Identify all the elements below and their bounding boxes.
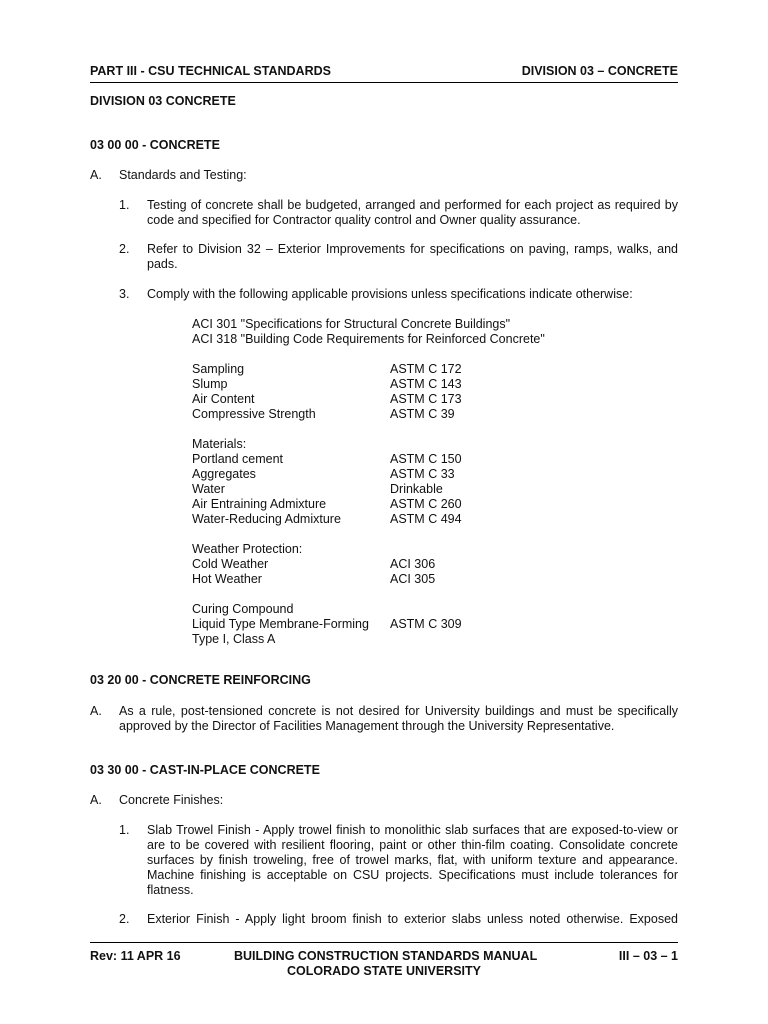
paragraph: Comply with the following applicable provisions unless specifications indicate otherwise: (147, 287, 633, 301)
spec-ref: ASTM C 173 (390, 392, 462, 406)
manual-title: BUILDING CONSTRUCTION STANDARDS MANUAL (234, 949, 538, 963)
spec-name: Hot Weather (192, 572, 262, 586)
item-number: 2. (119, 242, 130, 256)
spec-ref: ASTM C 39 (390, 407, 455, 421)
division-title: DIVISION 03 CONCRETE (90, 94, 236, 108)
paragraph: Testing of concrete shall be budgeted, arranged and performed for each project as required by code and specified for Contractor quality control and Owner quality assurance. (147, 198, 678, 227)
item-label: A. (90, 793, 102, 807)
spec-row (192, 452, 545, 467)
spec-row (192, 497, 545, 512)
standards-list (192, 317, 545, 647)
group-label: Materials: (192, 437, 247, 451)
spec-row (192, 512, 545, 527)
spec-name: Cold Weather (192, 557, 269, 571)
paragraph: As a rule, post-tensioned concrete is not desired for University buildings and must be specifically approved by the Director of Facilities Management through the University Representative. (119, 704, 678, 733)
spec-name: Water-Reducing Admixture (192, 512, 341, 526)
spec-row (192, 482, 545, 497)
spec-row (192, 377, 545, 392)
spec-ref: Drinkable (390, 482, 443, 496)
spec-name: Type I, Class A (192, 632, 276, 646)
group-label: Weather Protection: (192, 542, 303, 556)
section-title: 03 30 00 - CAST-IN-PLACE CONCRETE (90, 763, 320, 777)
paragraph: Slab Trowel Finish - Apply trowel finish to monolithic slab surfaces that are exposed-to-view or are to be covered with resilient flooring, paint or other thin-film coating. Consolidate concrete surfaces by finish troweling, free of trowel marks, flat, with uniform texture and appearance. Machine finishing is acceptable on CSU projects. Specifications must include tolerances for flatness. (147, 823, 678, 897)
spec-row (192, 632, 545, 647)
university-name: COLORADO STATE UNIVERSITY (287, 964, 481, 978)
spec-name: Water (192, 482, 225, 496)
section-title: 03 00 00 - CONCRETE (90, 138, 220, 152)
item-text: Concrete Finishes: (119, 793, 224, 807)
spec-ref: ASTM C 309 (390, 617, 462, 631)
group-label: Curing Compound (192, 602, 294, 616)
spec-row (192, 557, 545, 572)
item-number: 3. (119, 287, 130, 301)
page-number: III – 03 – 1 (618, 949, 678, 963)
section-title: 03 20 00 - CONCRETE REINFORCING (90, 673, 311, 687)
header-right: DIVISION 03 – CONCRETE (521, 64, 678, 78)
spec-ref: ACI 305 (390, 572, 436, 586)
page-header (90, 64, 678, 83)
item-label: A. (90, 168, 102, 182)
spec-name: Aggregates (192, 467, 256, 481)
spec-ref: ASTM C 260 (390, 497, 462, 511)
paragraph: Exterior Finish - Apply light broom finish to exterior slabs unless noted otherwise. Exposed (147, 912, 678, 926)
spec-ref: ASTM C 33 (390, 467, 455, 481)
paragraph: Refer to Division 32 – Exterior Improvements for specifications on paving, ramps, walks, and pads. (147, 242, 678, 271)
spec-name: Sampling (192, 362, 245, 376)
aci-line: ACI 318 "Building Code Requirements for Reinforced Concrete" (192, 332, 545, 346)
spec-row (192, 407, 545, 422)
spec-name: Compressive Strength (192, 407, 316, 421)
header-left: PART III - CSU TECHNICAL STANDARDS (90, 64, 331, 78)
spec-row (192, 467, 545, 482)
aci-line: ACI 301 "Specifications for Structural Concrete Buildings" (192, 317, 511, 331)
spec-name: Slump (192, 377, 228, 391)
item-number: 2. (119, 912, 130, 926)
spec-row (192, 572, 545, 587)
spec-ref: ASTM C 172 (390, 362, 462, 376)
spec-name: Air Content (192, 392, 255, 406)
spec-ref: ASTM C 143 (390, 377, 462, 391)
spec-name: Air Entraining Admixture (192, 497, 327, 511)
spec-ref: ASTM C 494 (390, 512, 462, 526)
spec-ref: ASTM C 150 (390, 452, 462, 466)
item-text: Standards and Testing: (119, 168, 247, 182)
spec-row (192, 617, 545, 632)
spec-name: Portland cement (192, 452, 284, 466)
page-footer (90, 942, 678, 978)
spec-name: Liquid Type Membrane-Forming (192, 617, 369, 631)
revision-date: Rev: 11 APR 16 (90, 949, 181, 963)
item-number: 1. (119, 823, 130, 837)
item-label: A. (90, 704, 102, 718)
spec-row (192, 392, 545, 407)
spec-row (192, 362, 545, 377)
spec-ref: ACI 306 (390, 557, 436, 571)
item-number: 1. (119, 198, 130, 212)
